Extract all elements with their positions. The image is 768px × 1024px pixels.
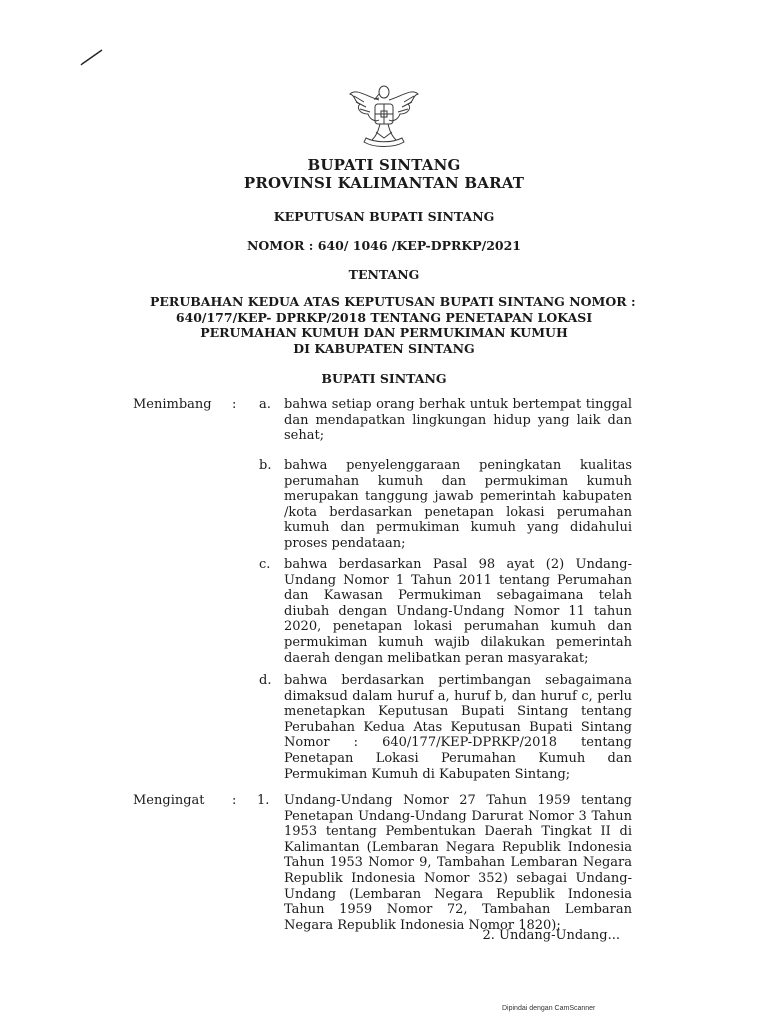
menimbang-colon: :	[232, 397, 237, 412]
item-marker: d.	[259, 673, 272, 688]
legal-basis-item-1: Undang-Undang Nomor 27 Tahun 1959 tentang Penetapan Undang-Undang Darurat Nomor 3 Tahun 1953 tentang Pembentukan Daerah Tingkat II di Kalimantan (Lembaran Negara Republik Indonesia Tahun 1953 Nomor 9, Tambahan Lembaran Negara Republik Indonesia Nomor 352) sebagai Undang-Undang (Lembaran Negara Republik Indonesia Tahun 1959 Nomor 72, Tambahan Lembaran Negara Republik Indonesia Nomor 1820);	[284, 793, 632, 933]
title-line: 640/177/KEP- DPRKP/2018 TENTANG PENETAPAN LOKASI	[175, 309, 593, 325]
consideration-item-a: bahwa setiap orang berhak untuk bertempat tinggal dan mendapatkan lingkungan hidup yang laik dan sehat;	[284, 397, 632, 444]
province-heading: PROVINSI KALIMANTAN BARAT	[243, 174, 525, 192]
scanner-watermark: Dipindai dengan CamScanner	[502, 1005, 596, 1012]
about-label: TENTANG	[348, 267, 420, 282]
consideration-item-b: bahwa penyelenggaraan peningkatan kualitas perumahan kumuh dan permukiman kumuh merupakan tanggung jawab pemerintah kabupaten /kota berdasarkan penetapan lokasi perumahan kumuh dan permukiman kumuh yang didahului proses pendataan;	[284, 458, 632, 551]
item-marker: 1.	[257, 793, 270, 808]
page-continuation: 2. Undang-Undang...	[482, 928, 620, 943]
title-line: PERUBAHAN KEDUA ATAS KEPUTUSAN BUPATI SINTANG NOMOR :	[150, 294, 636, 309]
menimbang-label: Menimbang	[133, 397, 212, 412]
decree-title	[150, 294, 636, 356]
pen-stroke-mark	[80, 46, 104, 70]
regent-heading: BUPATI SINTANG	[307, 156, 461, 174]
item-marker: a.	[259, 397, 271, 412]
garuda-emblem-icon	[346, 82, 422, 150]
item-marker: c.	[259, 557, 271, 572]
title-line: DI KABUPATEN SINTANG	[293, 340, 475, 356]
consideration-item-c: bahwa berdasarkan Pasal 98 ayat (2) Undang-Undang Nomor 1 Tahun 2011 tentang Perumahan dan Kawasan Permukiman sebagaimana telah diubah dengan Undang-Undang Nomor 11 tahun 2020, penetapan lokasi perumahan kumuh dan permukiman kumuh wajib dilakukan pemerintah daerah dengan melibatkan peran masyarakat;	[284, 557, 632, 666]
decree-label: KEPUTUSAN BUPATI SINTANG	[273, 209, 495, 224]
mengingat-label: Mengingat	[133, 793, 205, 808]
decree-number: NOMOR : 640/ 1046 /KEP-DPRKP/2021	[246, 238, 521, 253]
title-line: PERUMAHAN KUMUH DAN PERMUKIMAN KUMUH	[200, 325, 568, 340]
consideration-item-d: bahwa berdasarkan pertimbangan sebagaimana dimaksud dalam huruf a, huruf b, dan huruf c, perlu menetapkan Keputusan Bupati Sintang tentang Perubahan Kedua Atas Keputusan Bupati Sintang Nomor : 640/177/KEP-DPRKP/2018 tentang Penetapan Lokasi Perumahan Kumuh dan Permukiman Kumuh di Kabupaten Sintang;	[284, 673, 632, 782]
mengingat-colon: :	[232, 793, 237, 808]
item-marker: b.	[259, 458, 272, 473]
issuer-heading: BUPATI SINTANG	[321, 371, 447, 386]
